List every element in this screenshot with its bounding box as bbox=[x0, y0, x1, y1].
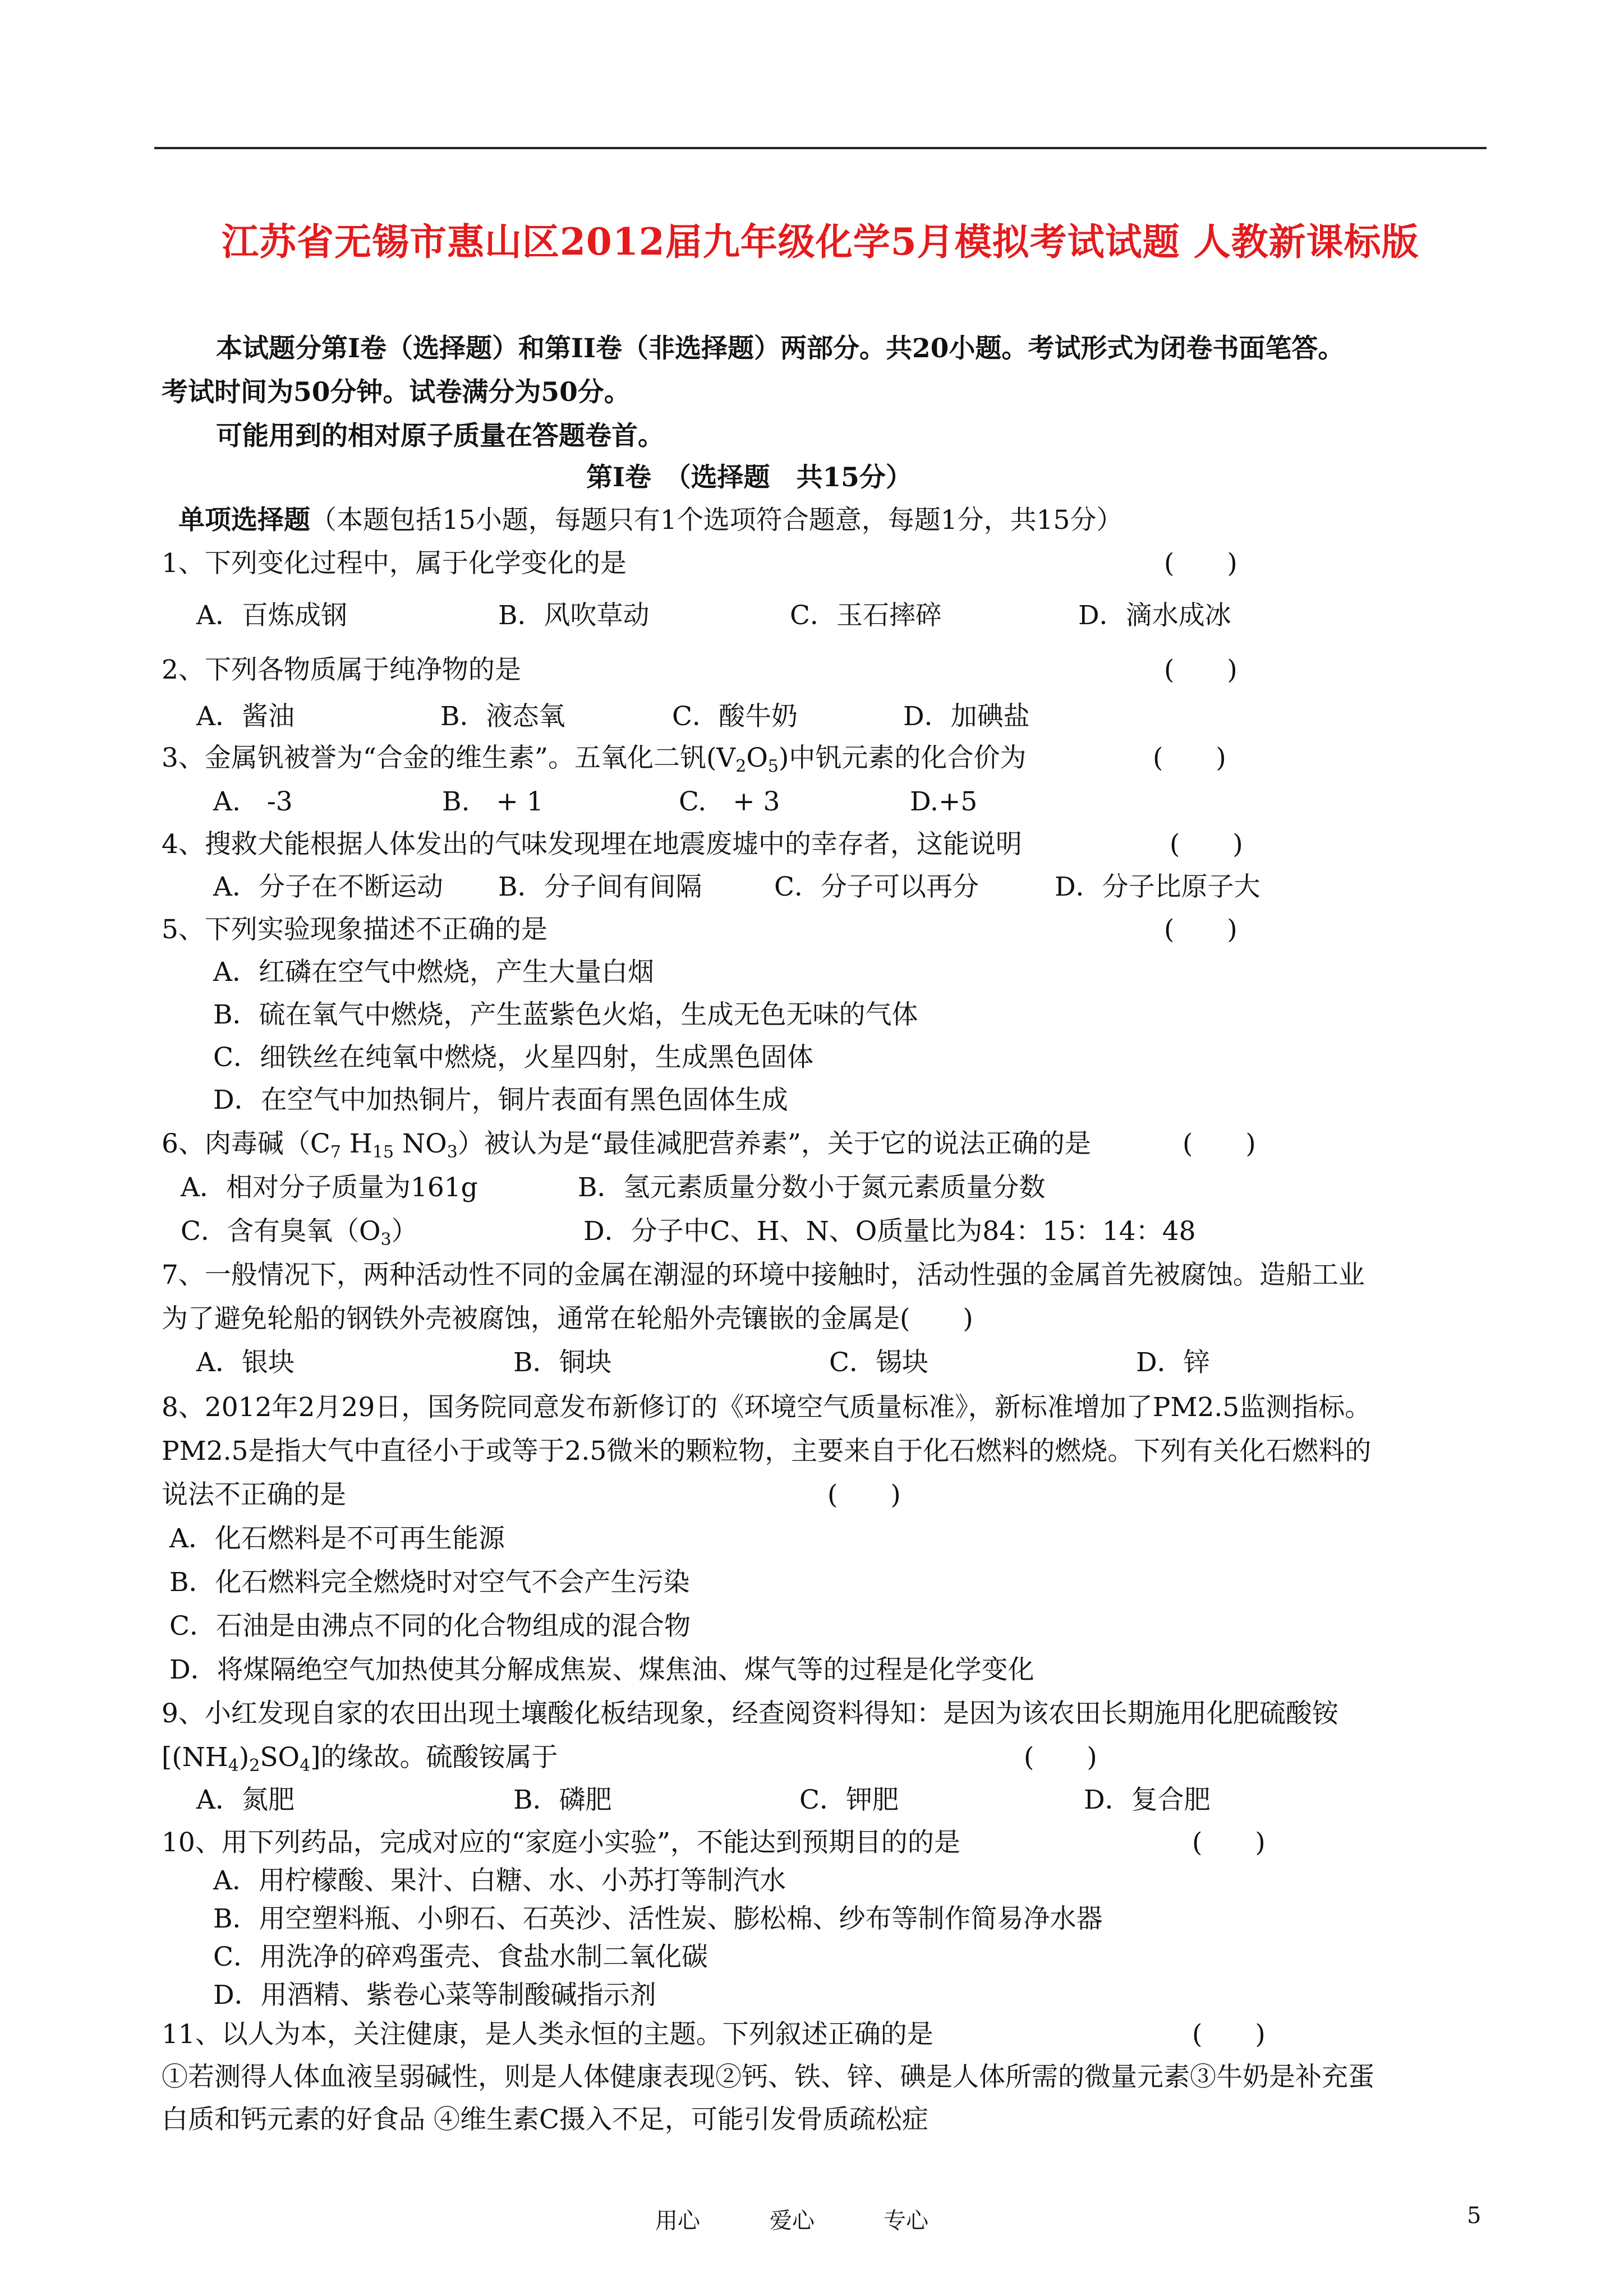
intro-line-1: 本试题分第I卷（选择题）和第II卷（非选择题）两部分。共20小题。考试形式为闭卷书面笔答。 bbox=[216, 333, 1345, 364]
question-5-answer-blank: ( ) bbox=[1164, 914, 1237, 945]
question-8-option-b: B．化石燃料完全燃烧时对空气不会产生污染 bbox=[169, 1567, 690, 1598]
question-2-option-b: B．液态氧 bbox=[440, 701, 565, 732]
question-1-stem: 1、下列变化过程中，属于化学变化的是 bbox=[162, 548, 627, 579]
question-8-line-2: PM2.5是指大气中直径小于或等于2.5微米的颗粒物，主要来自于化石燃料的燃烧。下列有关化石燃料的 bbox=[162, 1436, 1372, 1467]
question-9-answer-blank: ( ) bbox=[1024, 1742, 1097, 1773]
page-number: 5 bbox=[1467, 2203, 1482, 2229]
question-7-option-d: D．锌 bbox=[1136, 1347, 1210, 1378]
question-7-option-a: A．银块 bbox=[196, 1347, 295, 1378]
question-3-answer-blank: ( ) bbox=[1153, 743, 1226, 773]
question-11-line-2: ①若测得人体血液呈弱碱性，则是人体健康表现②钙、铁、锌、碘是人体所需的微量元素③牛奶是补充蛋 bbox=[162, 2062, 1374, 2092]
question-8-option-c: C．石油是由沸点不同的化合物组成的混合物 bbox=[169, 1611, 691, 1642]
question-7-option-b: B．铜块 bbox=[513, 1347, 612, 1378]
question-8-option-a: A．化石燃料是不可再生能源 bbox=[169, 1523, 505, 1554]
footer-word-1: 用心 bbox=[655, 2208, 700, 2234]
question-11-answer-blank: ( ) bbox=[1192, 2019, 1266, 2050]
question-8-line-1: 8、2012年2月29日，国务院同意发布新修订的《环境空气质量标准》，新标准增加了PM2.5监测指标。 bbox=[162, 1392, 1372, 1423]
instructions-label: 单项选择题 bbox=[178, 505, 310, 536]
question-11-stem: 11、以人为本，关注健康，是人类永恒的主题。下列叙述正确的是 bbox=[162, 2019, 933, 2050]
question-6-answer-blank: ( ) bbox=[1183, 1128, 1256, 1159]
section-heading: 第I卷 （选择题 共15分） bbox=[586, 462, 912, 493]
question-10-stem: 10、用下列药品，完成对应的“家庭小实验”，不能达到预期目的的是 bbox=[162, 1827, 960, 1858]
question-3-option-a: A. -3 bbox=[213, 786, 293, 817]
question-4-option-c: C．分子可以再分 bbox=[774, 872, 979, 902]
question-9-option-a: A．氮肥 bbox=[196, 1785, 295, 1815]
question-10-option-d: D．用酒精、紫卷心菜等制酸碱指示剂 bbox=[213, 1980, 656, 2011]
question-2-option-c: C．酸牛奶 bbox=[672, 701, 798, 732]
question-10-option-a: A．用柠檬酸、果汁、白糖、水、小苏打等制汽水 bbox=[213, 1865, 786, 1896]
question-8-answer-blank: ( ) bbox=[827, 1479, 901, 1510]
question-3-stem: 3、金属钒被誉为“合金的维生素”。五氧化二钒$(V_2O_5)$中钒元素的化合价为 bbox=[162, 743, 1027, 776]
question-6-option-d: D．分子中C、H、N、O质量比为84：15：14：48 bbox=[583, 1216, 1196, 1247]
page-title: 江苏省无锡市惠山区2012届九年级化学5月模拟考试试题 人教新课标版 bbox=[222, 220, 1419, 264]
question-7-line-2: 为了避免轮船的钢铁外壳被腐蚀，通常在轮船外壳镶嵌的金属是( ) bbox=[162, 1303, 973, 1334]
header-rule bbox=[154, 147, 1487, 149]
question-4-answer-blank: ( ) bbox=[1170, 829, 1243, 860]
question-3-option-d: D.+5 bbox=[910, 786, 978, 817]
question-1-answer-blank: ( ) bbox=[1164, 548, 1237, 579]
question-1-option-c: C．玉石摔碎 bbox=[790, 600, 942, 631]
footer-word-2: 爱心 bbox=[770, 2208, 815, 2234]
instructions-text: （本题包括15小题，每题只有1个选项符合题意，每题1分，共15分） bbox=[310, 505, 1123, 536]
question-7-line-1: 7、一般情况下，两种活动性不同的金属在潮湿的环境中接触时，活动性强的金属首先被腐蚀。造船工业 bbox=[162, 1260, 1365, 1290]
question-2-option-d: D．加碘盐 bbox=[903, 701, 1030, 732]
question-8-option-d: D．将煤隔绝空气加热使其分解成焦炭、煤焦油、煤气等的过程是化学变化 bbox=[169, 1654, 1034, 1685]
section-instructions bbox=[178, 504, 1122, 537]
intro-line-2: 考试时间为50分钟。试卷满分为50分。 bbox=[162, 377, 631, 408]
footer-word-3: 专心 bbox=[884, 2208, 928, 2234]
question-5-option-a: A．红磷在空气中燃烧，产生大量白烟 bbox=[213, 957, 654, 988]
question-4-option-a: A．分子在不断运动 bbox=[213, 872, 443, 902]
question-4-stem: 4、搜救犬能根据人体发出的气味发现埋在地震废墟中的幸存者，这能说明 bbox=[162, 829, 1022, 860]
question-5-option-b: B．硫在氧气中燃烧，产生蓝紫色火焰，生成无色无味的气体 bbox=[213, 999, 918, 1030]
question-10-option-b: B．用空塑料瓶、小卵石、石英沙、活性炭、膨松棉、纱布等制作简易净水器 bbox=[213, 1903, 1103, 1934]
question-2-answer-blank: ( ) bbox=[1164, 654, 1237, 685]
question-2-option-a: A．酱油 bbox=[196, 701, 295, 732]
question-1-option-a: A．百炼成钢 bbox=[196, 600, 347, 631]
question-3-option-b: B. + 1 bbox=[442, 786, 544, 817]
question-11-line-3: 白质和钙元素的好食品 ④维生素C摄入不足，可能引发骨质疏松症 bbox=[162, 2104, 928, 2135]
question-8-line-3: 说法不正确的是 bbox=[162, 1479, 346, 1510]
question-6-option-b: B．氢元素质量分数小于氮元素质量分数 bbox=[578, 1172, 1046, 1203]
intro-line-3: 可能用到的相对原子质量在答题卷首。 bbox=[216, 421, 664, 451]
question-9-option-d: D．复合肥 bbox=[1084, 1785, 1211, 1815]
question-10-answer-blank: ( ) bbox=[1192, 1827, 1266, 1858]
question-5-option-d: D．在空气中加热铜片，铜片表面有黑色固体生成 bbox=[213, 1085, 788, 1115]
question-2-stem: 2、下列各物质属于纯净物的是 bbox=[162, 654, 521, 685]
question-5-stem: 5、下列实验现象描述不正确的是 bbox=[162, 914, 548, 945]
question-9-line-2: $[(NH_4)_2SO_4]$的缘故。硫酸铵属于 bbox=[162, 1742, 558, 1776]
question-4-option-b: B．分子间有间隔 bbox=[498, 872, 702, 902]
question-1-option-b: B．风吹草动 bbox=[498, 600, 650, 631]
question-3-option-c: C. + 3 bbox=[679, 786, 780, 817]
question-6-stem: 6、肉毒碱（$C_7$ $H_{15}$ $NO_3$）被认为是“最佳减肥营养素”，关于它的说法正确的是 bbox=[162, 1128, 1091, 1162]
question-6-option-c: C．含有臭氧$(O_3)$ bbox=[181, 1216, 418, 1250]
question-10-option-c: C．用洗净的碎鸡蛋壳、食盐水制二氧化碳 bbox=[213, 1942, 708, 1972]
question-9-line-1: 9、小红发现自家的农田出现土壤酸化板结现象，经查阅资料得知：是因为该农田长期施用化肥硫酸铵 bbox=[162, 1698, 1338, 1729]
question-9-option-b: B．磷肥 bbox=[513, 1785, 612, 1815]
question-9-option-c: C．钾肥 bbox=[799, 1785, 899, 1815]
question-4-option-d: D．分子比原子大 bbox=[1055, 872, 1260, 902]
question-6-option-a: A．相对分子质量为161g bbox=[181, 1172, 478, 1203]
question-5-option-c: C．细铁丝在纯氧中燃烧，火星四射，生成黑色固体 bbox=[213, 1042, 813, 1073]
question-7-option-c: C．锡块 bbox=[829, 1347, 928, 1378]
question-1-option-d: D．滴水成冰 bbox=[1078, 600, 1231, 631]
